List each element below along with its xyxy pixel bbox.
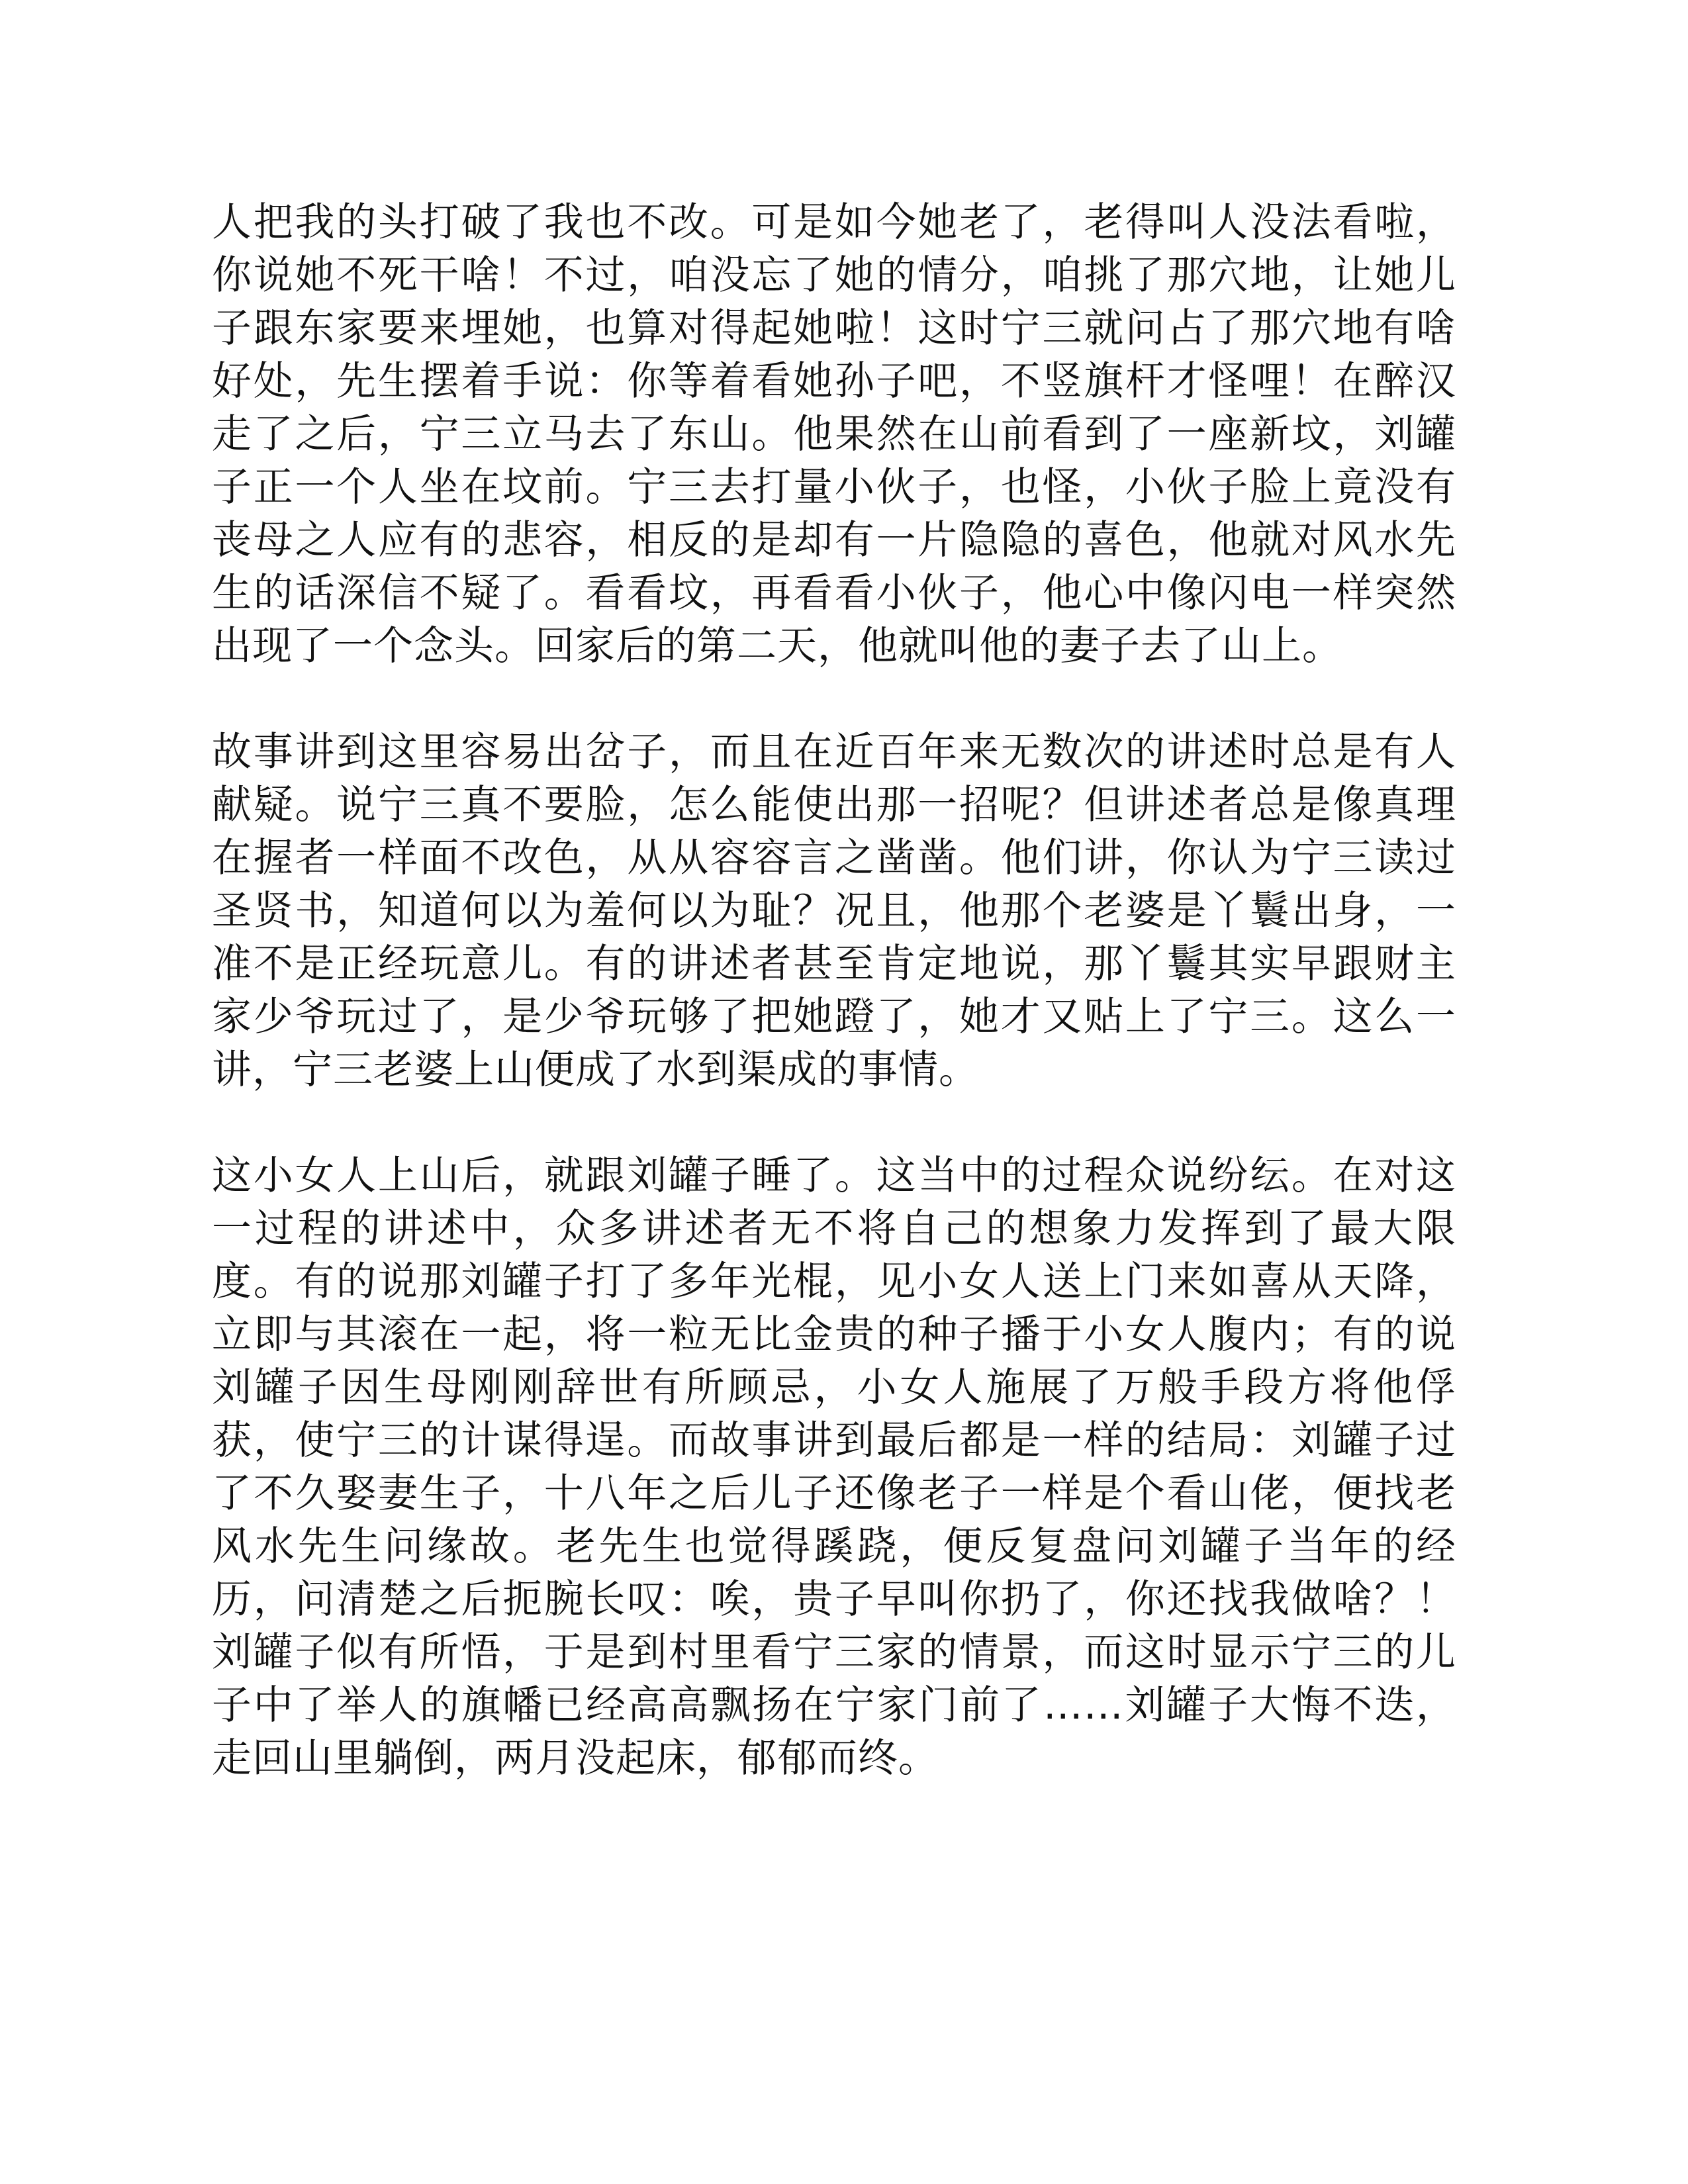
paragraph-3: 这小女人上山后，就跟刘罐子睡了。这当中的过程众说纷纭。在对这一过程的讲述中，众多讲述者无不将自己的想象力发挥到了最大限度。有的说那刘罐子打了多年光棍，见小女人送上门来如喜从天降，立即与其滚在一起，将一粒无比金贵的种子播于小女人腹内；有的说刘罐子因生母刚刚辞世有所顾忌，小女人施展了万般手段方将他俘获，使宁三的计谋得逞。而故事讲到最后都是一样的结局：刘罐子过了不久娶妻生子，十八年之后儿子还像老子一样是个看山佬，便找老风水先生问缘故。老先生也觉得蹊跷，便反复盘问刘罐子当年的经历，问清楚之后扼腕长叹：唉，贵子早叫你扔了，你还找我做啥？！刘罐子似有所悟，于是到村里看宁三家的情景，而这时显示宁三的儿子中了举人的旗幡已经高高飘扬在宁家门前了……刘罐子大悔不迭，走回山里躺倒，两月没起床，郁郁而终。 — [212, 1153, 1456, 1781]
paragraph-2: 故事讲到这里容易出岔子，而且在近百年来无数次的讲述时总是有人献疑。说宁三真不要脸，怎么能使出那一招呢？但讲述者总是像真理在握者一样面不改色，从从容容言之凿凿。他们讲，你认为宁三读过圣贤书，知道何以为羞何以为耻？况且，他那个老婆是丫鬟出身，一准不是正经玩意儿。有的讲述者甚至肯定地说，那丫鬟其实早跟财主家少爷玩过了，是少爷玩够了把她蹬了，她才又贴上了宁三。这么一讲，宁三老婆上山便成了水到渠成的事情。 — [212, 729, 1456, 1093]
document-page — [212, 196, 1456, 1838]
paragraph-1: 人把我的头打破了我也不改。可是如今她老了，老得叫人没法看啦，你说她不死干啥！不过，咱没忘了她的情分，咱挑了那穴地，让她儿子跟东家要来埋她，也算对得起她啦！这时宁三就问占了那穴地有啥好处，先生摆着手说：你等着看她孙子吧，不竖旗杆才怪哩！在醉汉走了之后，宁三立马去了东山。他果然在山前看到了一座新坟，刘罐子正一个人坐在坟前。宁三去打量小伙子，也怪，小伙子脸上竟没有丧母之人应有的悲容，相反的是却有一片隐隐的喜色，他就对风水先生的话深信不疑了。看看坟，再看看小伙子，他心中像闪电一样突然出现了一个念头。回家后的第二天，他就叫他的妻子去了山上。 — [212, 199, 1456, 669]
